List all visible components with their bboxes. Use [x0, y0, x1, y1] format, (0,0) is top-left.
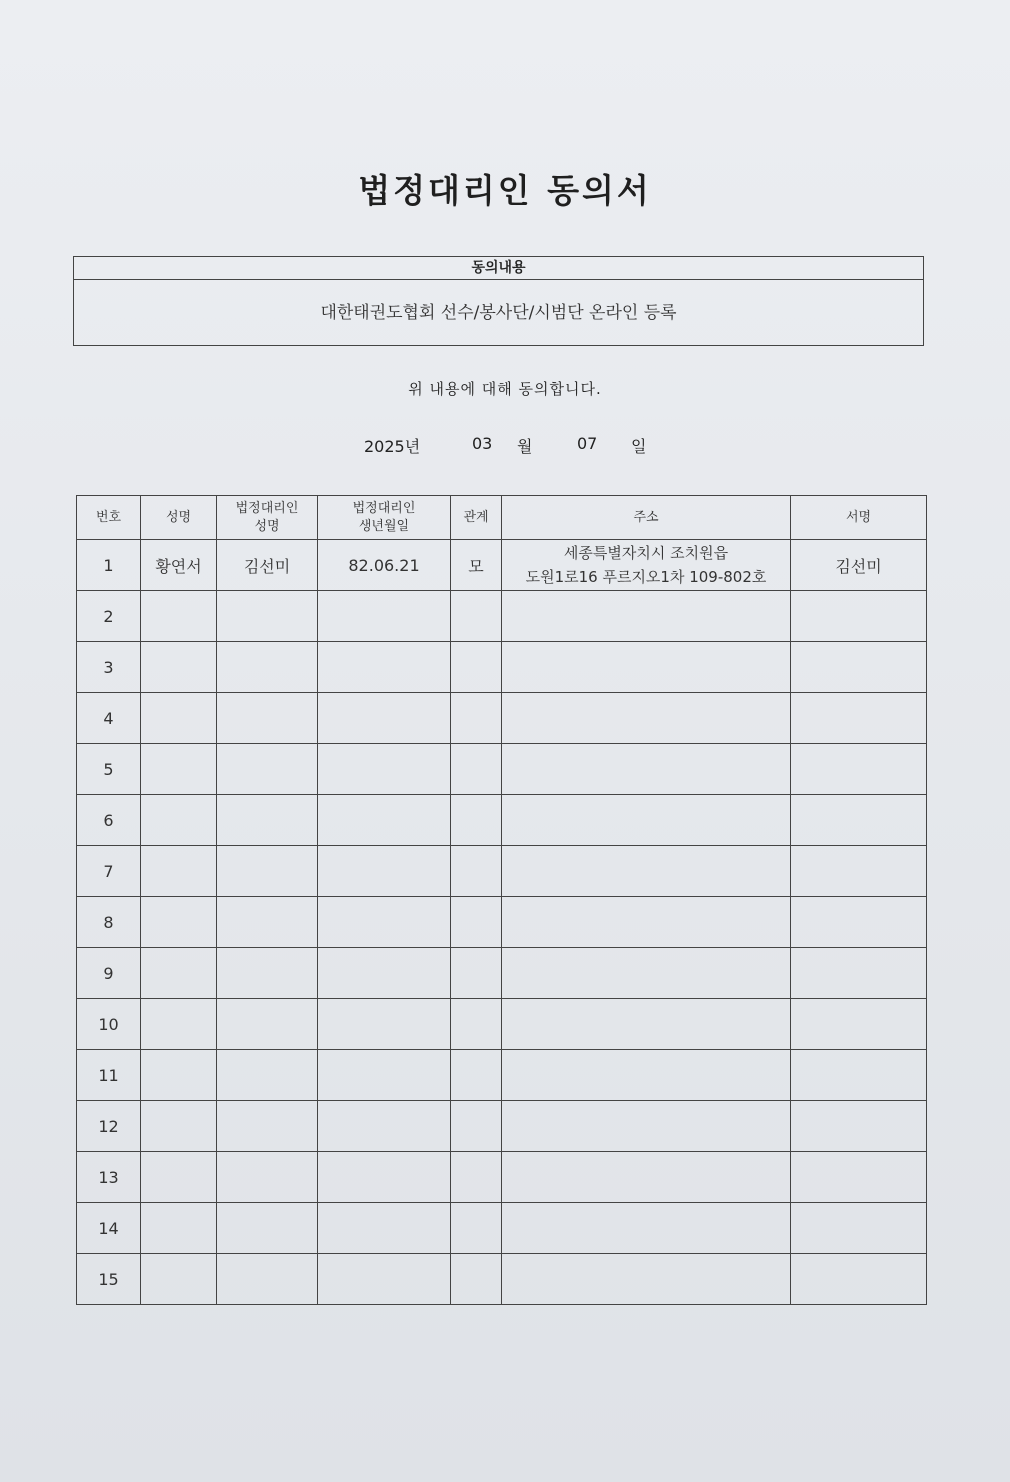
- table-row: [77, 642, 927, 693]
- table-row: [77, 999, 927, 1050]
- date-day-label: 일: [631, 437, 647, 456]
- consent-box: [73, 256, 924, 346]
- row-signature: 김선미: [791, 540, 927, 591]
- table-row: [77, 1203, 927, 1254]
- header-no: 번호: [77, 496, 141, 540]
- table-row: [77, 795, 927, 846]
- row-address-line1: 세종특별자치시 조치원읍: [563, 544, 729, 562]
- header-guardian-birth: [318, 496, 451, 540]
- date-month-value: 03: [472, 434, 493, 453]
- header-guardian-birth-line1: 법정대리인: [352, 500, 416, 516]
- consent-heading: 동의내용: [74, 257, 923, 280]
- table-row: [77, 897, 927, 948]
- row-no: 4: [77, 693, 141, 744]
- header-guardian-birth-line2: 생년월일: [358, 518, 410, 534]
- row-relation: 모: [451, 540, 502, 591]
- table-row: [77, 948, 927, 999]
- row-no: 15: [77, 1254, 141, 1305]
- row-address-line2: 도원1로16 푸르지오1차 109-802호: [525, 568, 767, 586]
- date-month-label: 월: [517, 437, 533, 456]
- date-year: 2025년: [364, 437, 421, 456]
- row-no: 11: [77, 1050, 141, 1101]
- row-guardian-birth: 82.06.21: [318, 540, 451, 591]
- consent-content: 대한태권도협회 선수/봉사단/시범단 온라인 등록: [320, 303, 677, 323]
- header-signature: 서명: [791, 496, 927, 540]
- row-name: 황연서: [141, 540, 217, 591]
- header-address: 주소: [502, 496, 791, 540]
- row-no: 10: [77, 999, 141, 1050]
- header-guardian-name: [217, 496, 318, 540]
- agree-statement: 위 내용에 대해 동의합니다.: [408, 380, 602, 398]
- row-no: 1: [77, 540, 141, 591]
- header-guardian-name-line1: 법정대리인: [235, 500, 299, 516]
- guardian-roster-table: [76, 495, 927, 1305]
- row-address: [502, 540, 791, 591]
- header-relation: 관계: [451, 496, 502, 540]
- table-row: [77, 744, 927, 795]
- row-no: 6: [77, 795, 141, 846]
- row-no: 3: [77, 642, 141, 693]
- date-day-value: 07: [577, 434, 598, 453]
- table-row: [77, 1254, 927, 1305]
- table-row: [77, 1101, 927, 1152]
- table-header-row: [77, 496, 927, 540]
- row-no: 8: [77, 897, 141, 948]
- row-no: 5: [77, 744, 141, 795]
- table-row: [77, 1050, 927, 1101]
- row-no: 12: [77, 1101, 141, 1152]
- table-row: [77, 591, 927, 642]
- table-row: [77, 540, 927, 591]
- document-title: 법정대리인 동의서: [358, 171, 652, 210]
- table-row: [77, 693, 927, 744]
- row-no: 9: [77, 948, 141, 999]
- row-guardian-name: 김선미: [217, 540, 318, 591]
- row-no: 13: [77, 1152, 141, 1203]
- table-row: [77, 846, 927, 897]
- header-name: 성명: [141, 496, 217, 540]
- header-guardian-name-line2: 성명: [254, 518, 280, 534]
- table-row: [77, 1152, 927, 1203]
- row-no: 7: [77, 846, 141, 897]
- row-no: 2: [77, 591, 141, 642]
- row-no: 14: [77, 1203, 141, 1254]
